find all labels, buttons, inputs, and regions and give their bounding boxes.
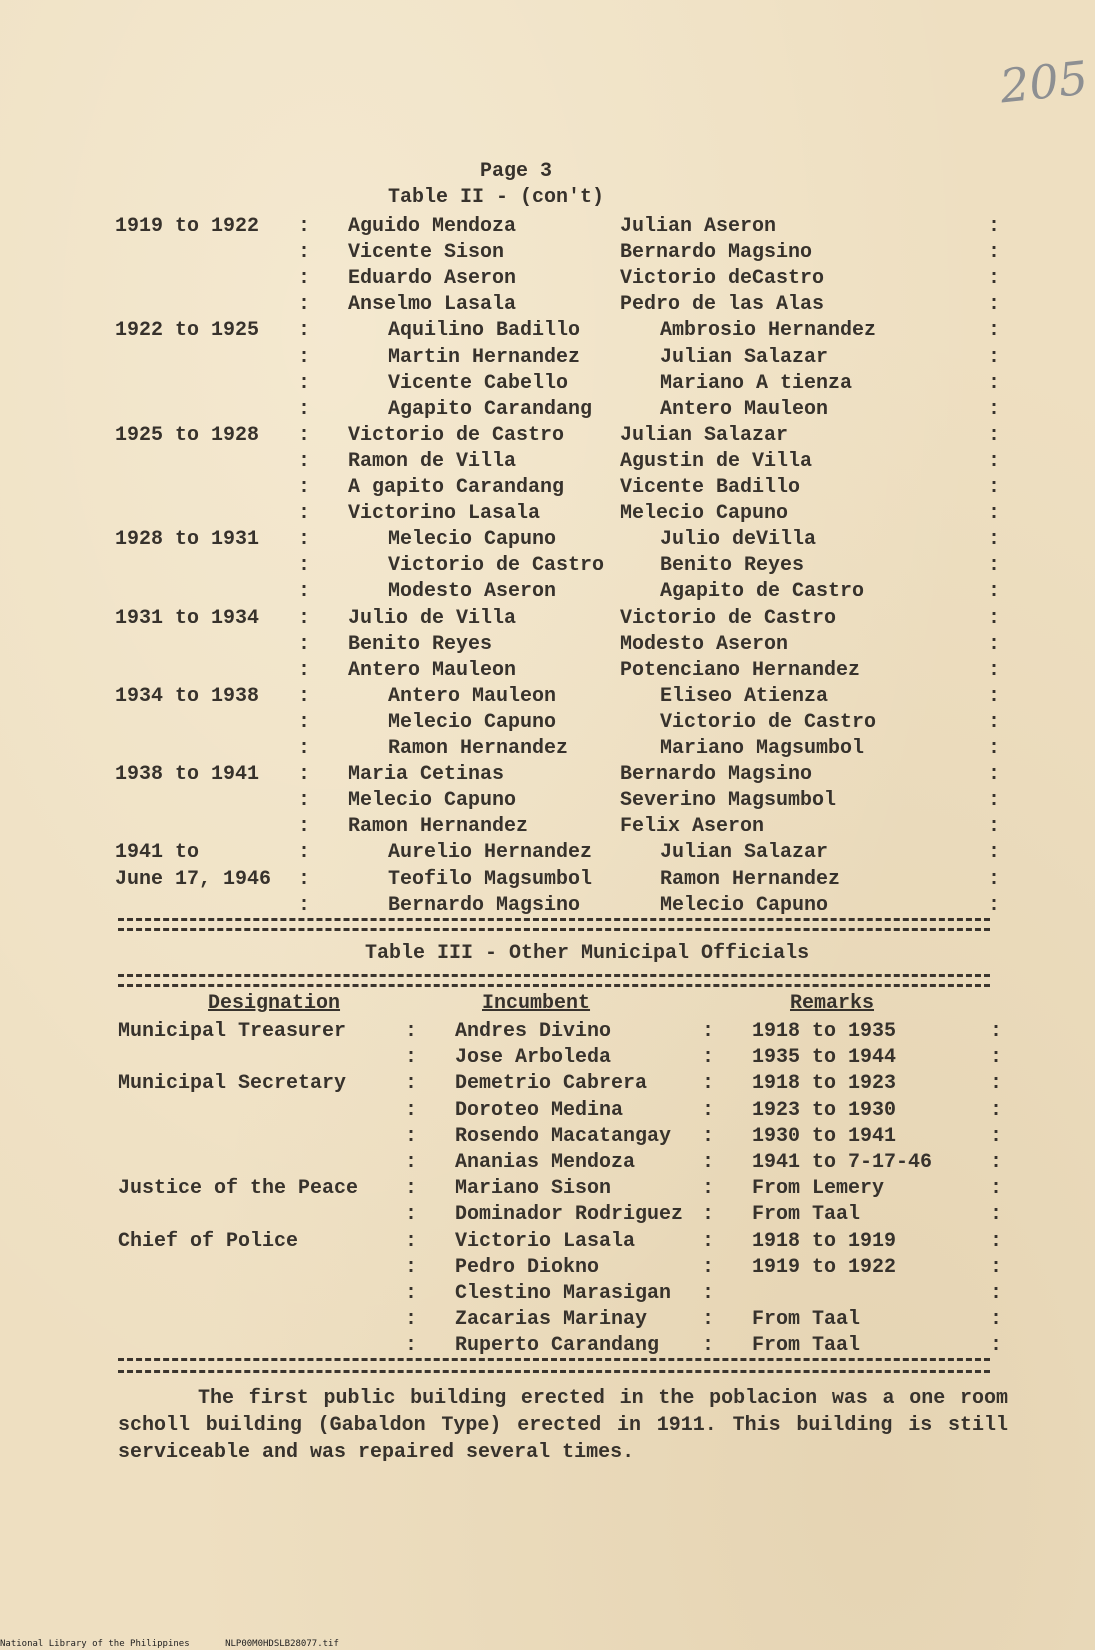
divider bbox=[118, 984, 990, 987]
council-member-left: Teofilo Magsumbol bbox=[388, 867, 593, 891]
separator-colon: : bbox=[988, 241, 1001, 265]
period: 1934 to 1938 bbox=[115, 684, 260, 708]
table2-row bbox=[0, 894, 1095, 920]
separator-colon: : bbox=[702, 1124, 715, 1148]
separator-colon: : bbox=[298, 606, 311, 630]
council-member-right: Agapito de Castro bbox=[660, 580, 865, 604]
header-remarks: Remarks bbox=[790, 992, 875, 1015]
council-member-right: Victorio deCastro bbox=[620, 267, 825, 291]
council-member-right: Julian Aseron bbox=[620, 215, 777, 238]
separator-colon: : bbox=[298, 293, 311, 317]
council-member-right: Victorio de Castro bbox=[660, 710, 877, 734]
separator-colon: : bbox=[298, 267, 311, 291]
council-member-right: Potenciano Hernandez bbox=[620, 658, 861, 682]
separator-colon: : bbox=[702, 1151, 715, 1174]
divider bbox=[118, 928, 990, 931]
separator-colon: : bbox=[298, 241, 311, 265]
table2-row bbox=[0, 372, 1095, 398]
separator-colon: : bbox=[298, 554, 311, 578]
council-member-right: Antero Mauleon bbox=[660, 397, 829, 421]
separator-colon: : bbox=[702, 1046, 715, 1070]
table2-row bbox=[0, 815, 1095, 841]
separator-colon: : bbox=[988, 841, 1001, 865]
body-paragraph bbox=[118, 1385, 1008, 1466]
remarks-cell: From Taal bbox=[752, 1334, 861, 1358]
council-member-left: Victorio de Castro bbox=[388, 554, 605, 578]
separator-colon: : bbox=[988, 371, 1001, 395]
incumbent-cell: Rosendo Macatangay bbox=[455, 1124, 672, 1148]
council-member-left: Eduardo Aseron bbox=[348, 267, 517, 291]
council-member-left: Ramon de Villa bbox=[348, 449, 517, 473]
table2-row bbox=[0, 607, 1095, 633]
council-member-right: Julian Salazar bbox=[660, 345, 829, 369]
council-member-left: Victorino Lasala bbox=[348, 502, 541, 526]
separator-colon: : bbox=[988, 763, 1001, 787]
period: 1931 to 1934 bbox=[115, 606, 260, 630]
separator-colon: : bbox=[702, 1203, 715, 1227]
council-member-left: Antero Mauleon bbox=[388, 684, 557, 708]
table3-row bbox=[0, 1125, 1095, 1151]
separator-colon: : bbox=[702, 1177, 715, 1201]
table2-row bbox=[0, 215, 1095, 241]
period: 1925 to 1928 bbox=[115, 423, 260, 447]
council-member-right: Julio deVilla bbox=[660, 528, 817, 552]
designation-cell: Municipal Secretary bbox=[118, 1072, 347, 1096]
council-member-left: A gapito Carandang bbox=[348, 476, 565, 499]
table3-row bbox=[0, 1151, 1095, 1177]
separator-colon: : bbox=[405, 1308, 418, 1332]
separator-colon: : bbox=[405, 1203, 418, 1227]
separator-colon: : bbox=[405, 1177, 418, 1201]
separator-colon: : bbox=[988, 815, 1001, 839]
separator-colon: : bbox=[702, 1255, 715, 1279]
council-member-right: Mariano Magsumbol bbox=[660, 737, 865, 760]
divider bbox=[118, 1358, 990, 1361]
remarks-cell: 1919 to 1922 bbox=[752, 1255, 897, 1279]
separator-colon: : bbox=[990, 1072, 1003, 1096]
council-member-right: Bernardo Magsino bbox=[620, 763, 813, 787]
table3-row bbox=[0, 1099, 1095, 1125]
paragraph-text: The first public building erected in the poblacion was a one room scholl building (Gabaldon Type) erected in 1911. This building is still serviceable and was repaired several times. bbox=[118, 1387, 1008, 1464]
separator-colon: : bbox=[702, 1308, 715, 1332]
separator-colon: : bbox=[988, 476, 1001, 499]
remarks-cell: 1918 to 1923 bbox=[752, 1072, 897, 1096]
council-member-right: Vicente Badillo bbox=[620, 476, 801, 499]
council-member-left: Benito Reyes bbox=[348, 632, 493, 656]
table2-row bbox=[0, 346, 1095, 372]
council-member-right: Julian Salazar bbox=[620, 423, 789, 447]
header-designation: Designation bbox=[208, 992, 341, 1015]
period: 1919 to 1922 bbox=[115, 215, 260, 238]
separator-colon: : bbox=[988, 710, 1001, 734]
incumbent-cell: Ruperto Carandang bbox=[455, 1334, 660, 1358]
separator-colon: : bbox=[405, 1046, 418, 1070]
separator-colon: : bbox=[988, 737, 1001, 760]
designation-cell: Municipal Treasurer bbox=[118, 1020, 347, 1043]
separator-colon: : bbox=[702, 1282, 715, 1305]
separator-colon: : bbox=[405, 1229, 418, 1253]
separator-colon: : bbox=[298, 528, 311, 552]
table3-title: Table III - Other Municipal Officials bbox=[365, 942, 810, 965]
remarks-cell: 1918 to 1919 bbox=[752, 1229, 897, 1253]
separator-colon: : bbox=[990, 1177, 1003, 1201]
remarks-cell: 1923 to 1930 bbox=[752, 1098, 897, 1122]
incumbent-cell: Pedro Diokno bbox=[455, 1255, 600, 1279]
separator-colon: : bbox=[298, 449, 311, 473]
table3-row bbox=[0, 1020, 1095, 1046]
council-member-left: Melecio Capuno bbox=[388, 710, 557, 734]
separator-colon: : bbox=[988, 423, 1001, 447]
council-member-right: Julian Salazar bbox=[660, 841, 829, 865]
incumbent-cell: Demetrio Cabrera bbox=[455, 1072, 648, 1096]
divider bbox=[118, 918, 990, 921]
table2-row bbox=[0, 763, 1095, 789]
separator-colon: : bbox=[702, 1020, 715, 1043]
separator-colon: : bbox=[298, 710, 311, 734]
council-member-left: Modesto Aseron bbox=[388, 580, 557, 604]
council-member-left: Bernardo Magsino bbox=[388, 893, 581, 917]
council-member-left: Anselmo Lasala bbox=[348, 293, 517, 317]
table2-row bbox=[0, 659, 1095, 685]
period: 1938 to 1941 bbox=[115, 763, 260, 787]
separator-colon: : bbox=[702, 1229, 715, 1253]
council-member-right: Modesto Aseron bbox=[620, 632, 789, 656]
separator-colon: : bbox=[405, 1282, 418, 1305]
table2-row bbox=[0, 476, 1095, 502]
footer-library: National Library of the Philippines bbox=[0, 1639, 190, 1649]
footer-file: NLP00M0HDSLB28077.tif bbox=[225, 1639, 339, 1649]
period: 1941 to bbox=[115, 841, 200, 865]
separator-colon: : bbox=[990, 1334, 1003, 1358]
council-member-left: Aquilino Badillo bbox=[388, 319, 581, 343]
council-member-right: Melecio Capuno bbox=[620, 502, 789, 526]
remarks-cell: 1941 to 7-17-46 bbox=[752, 1151, 933, 1174]
separator-colon: : bbox=[990, 1282, 1003, 1305]
table2-row bbox=[0, 633, 1095, 659]
designation-cell: Chief of Police bbox=[118, 1229, 299, 1253]
table2-row bbox=[0, 398, 1095, 424]
separator-colon: : bbox=[405, 1020, 418, 1043]
separator-colon: : bbox=[298, 763, 311, 787]
council-member-left: Agapito Carandang bbox=[388, 397, 593, 421]
remarks-cell: 1935 to 1944 bbox=[752, 1046, 897, 1070]
council-member-right: Eliseo Atienza bbox=[660, 684, 829, 708]
separator-colon: : bbox=[702, 1072, 715, 1096]
table3-row bbox=[0, 1177, 1095, 1203]
council-member-right: Severino Magsumbol bbox=[620, 789, 837, 813]
separator-colon: : bbox=[988, 554, 1001, 578]
separator-colon: : bbox=[298, 502, 311, 526]
table2-row bbox=[0, 711, 1095, 737]
period: 1922 to 1925 bbox=[115, 319, 260, 343]
separator-colon: : bbox=[405, 1098, 418, 1122]
separator-colon: : bbox=[988, 267, 1001, 291]
council-member-left: Vicente Cabello bbox=[388, 371, 569, 395]
separator-colon: : bbox=[990, 1203, 1003, 1227]
incumbent-cell: Ananias Mendoza bbox=[455, 1151, 636, 1174]
council-member-left: Melecio Capuno bbox=[348, 789, 517, 813]
council-member-left: Victorio de Castro bbox=[348, 423, 565, 447]
council-member-left: Aguido Mendoza bbox=[348, 215, 517, 238]
incumbent-cell: Jose Arboleda bbox=[455, 1046, 612, 1070]
period: June 17, 1946 bbox=[115, 867, 272, 891]
separator-colon: : bbox=[298, 476, 311, 499]
separator-colon: : bbox=[298, 397, 311, 421]
separator-colon: : bbox=[988, 449, 1001, 473]
table2-row bbox=[0, 841, 1095, 867]
council-member-right: Pedro de las Alas bbox=[620, 293, 825, 317]
council-member-right: Victorio de Castro bbox=[620, 606, 837, 630]
separator-colon: : bbox=[988, 528, 1001, 552]
separator-colon: : bbox=[702, 1334, 715, 1358]
council-member-left: Vicente Sison bbox=[348, 241, 505, 265]
incumbent-cell: Zacarias Marinay bbox=[455, 1308, 648, 1332]
separator-colon: : bbox=[298, 345, 311, 369]
incumbent-cell: Dominador Rodriguez bbox=[455, 1203, 684, 1227]
table2-row bbox=[0, 241, 1095, 267]
separator-colon: : bbox=[405, 1072, 418, 1096]
table2-row bbox=[0, 424, 1095, 450]
divider bbox=[118, 1370, 990, 1373]
table2-row bbox=[0, 528, 1095, 554]
separator-colon: : bbox=[990, 1255, 1003, 1279]
council-member-right: Agustin de Villa bbox=[620, 449, 813, 473]
incumbent-cell: Clestino Marasigan bbox=[455, 1282, 672, 1305]
remarks-cell: From Lemery bbox=[752, 1177, 885, 1201]
council-member-left: Melecio Capuno bbox=[388, 528, 557, 552]
council-member-right: Ramon Hernandez bbox=[660, 867, 841, 891]
separator-colon: : bbox=[990, 1229, 1003, 1253]
separator-colon: : bbox=[298, 789, 311, 813]
separator-colon: : bbox=[988, 867, 1001, 891]
council-member-left: Aurelio Hernandez bbox=[388, 841, 593, 865]
separator-colon: : bbox=[405, 1151, 418, 1174]
table3-row bbox=[0, 1230, 1095, 1256]
separator-colon: : bbox=[298, 215, 311, 238]
table3-row bbox=[0, 1072, 1095, 1098]
table3-row bbox=[0, 1203, 1095, 1229]
council-member-left: Julio de Villa bbox=[348, 606, 517, 630]
separator-colon: : bbox=[988, 658, 1001, 682]
separator-colon: : bbox=[990, 1151, 1003, 1174]
separator-colon: : bbox=[405, 1334, 418, 1358]
council-member-right: Mariano A tienza bbox=[660, 371, 853, 395]
incumbent-cell: Doroteo Medina bbox=[455, 1098, 624, 1122]
table2-row bbox=[0, 293, 1095, 319]
separator-colon: : bbox=[988, 606, 1001, 630]
incumbent-cell: Victorio Lasala bbox=[455, 1229, 636, 1253]
designation-cell: Justice of the Peace bbox=[118, 1177, 359, 1201]
separator-colon: : bbox=[298, 371, 311, 395]
scan-footer bbox=[0, 1639, 369, 1649]
separator-colon: : bbox=[298, 319, 311, 343]
council-member-right: Benito Reyes bbox=[660, 554, 805, 578]
separator-colon: : bbox=[988, 293, 1001, 317]
separator-colon: : bbox=[988, 632, 1001, 656]
council-member-right: Melecio Capuno bbox=[660, 893, 829, 917]
table3-row bbox=[0, 1282, 1095, 1308]
separator-colon: : bbox=[988, 215, 1001, 238]
separator-colon: : bbox=[990, 1308, 1003, 1332]
divider bbox=[118, 974, 990, 977]
council-member-right: Bernardo Magsino bbox=[620, 241, 813, 265]
remarks-cell: 1918 to 1935 bbox=[752, 1020, 897, 1043]
header-incumbent: Incumbent bbox=[482, 992, 591, 1015]
handwritten-page-number: 205 bbox=[997, 50, 1091, 114]
separator-colon: : bbox=[298, 815, 311, 839]
remarks-cell: 1930 to 1941 bbox=[752, 1124, 897, 1148]
separator-colon: : bbox=[298, 632, 311, 656]
separator-colon: : bbox=[298, 737, 311, 760]
separator-colon: : bbox=[298, 841, 311, 865]
table2-row bbox=[0, 502, 1095, 528]
separator-colon: : bbox=[298, 423, 311, 447]
separator-colon: : bbox=[988, 319, 1001, 343]
separator-colon: : bbox=[298, 684, 311, 708]
council-member-left: Martin Hernandez bbox=[388, 345, 581, 369]
council-member-right: Felix Aseron bbox=[620, 815, 765, 839]
period: 1928 to 1931 bbox=[115, 528, 260, 552]
separator-colon: : bbox=[988, 580, 1001, 604]
incumbent-cell: Andres Divino bbox=[455, 1020, 612, 1043]
incumbent-cell: Mariano Sison bbox=[455, 1177, 612, 1201]
table3-row bbox=[0, 1046, 1095, 1072]
separator-colon: : bbox=[988, 893, 1001, 917]
table2-row bbox=[0, 554, 1095, 580]
separator-colon: : bbox=[988, 789, 1001, 813]
separator-colon: : bbox=[988, 684, 1001, 708]
separator-colon: : bbox=[298, 893, 311, 917]
separator-colon: : bbox=[990, 1124, 1003, 1148]
separator-colon: : bbox=[988, 397, 1001, 421]
separator-colon: : bbox=[702, 1098, 715, 1122]
table3-row bbox=[0, 1256, 1095, 1282]
separator-colon: : bbox=[990, 1098, 1003, 1122]
table2-row bbox=[0, 450, 1095, 476]
table2-title: Table II - (con't) bbox=[388, 186, 605, 209]
council-member-right: Ambrosio Hernandez bbox=[660, 319, 877, 343]
table2-row bbox=[0, 319, 1095, 345]
council-member-left: Ramon Hernandez bbox=[348, 815, 529, 839]
council-member-left: Maria Cetinas bbox=[348, 763, 505, 787]
separator-colon: : bbox=[988, 345, 1001, 369]
separator-colon: : bbox=[988, 502, 1001, 526]
separator-colon: : bbox=[990, 1020, 1003, 1043]
page-header: Page 3 bbox=[480, 160, 553, 183]
table2-row bbox=[0, 580, 1095, 606]
table2-row bbox=[0, 685, 1095, 711]
separator-colon: : bbox=[298, 580, 311, 604]
remarks-cell: From Taal bbox=[752, 1203, 861, 1227]
table2-row bbox=[0, 737, 1095, 763]
council-member-left: Antero Mauleon bbox=[348, 658, 517, 682]
table2-row bbox=[0, 267, 1095, 293]
council-member-left: Ramon Hernandez bbox=[388, 737, 569, 760]
separator-colon: : bbox=[298, 658, 311, 682]
table2-row bbox=[0, 789, 1095, 815]
separator-colon: : bbox=[990, 1046, 1003, 1070]
separator-colon: : bbox=[298, 867, 311, 891]
separator-colon: : bbox=[405, 1124, 418, 1148]
table2-row bbox=[0, 868, 1095, 894]
separator-colon: : bbox=[405, 1255, 418, 1279]
table3-row bbox=[0, 1308, 1095, 1334]
remarks-cell: From Taal bbox=[752, 1308, 861, 1332]
table3-row bbox=[0, 1334, 1095, 1360]
